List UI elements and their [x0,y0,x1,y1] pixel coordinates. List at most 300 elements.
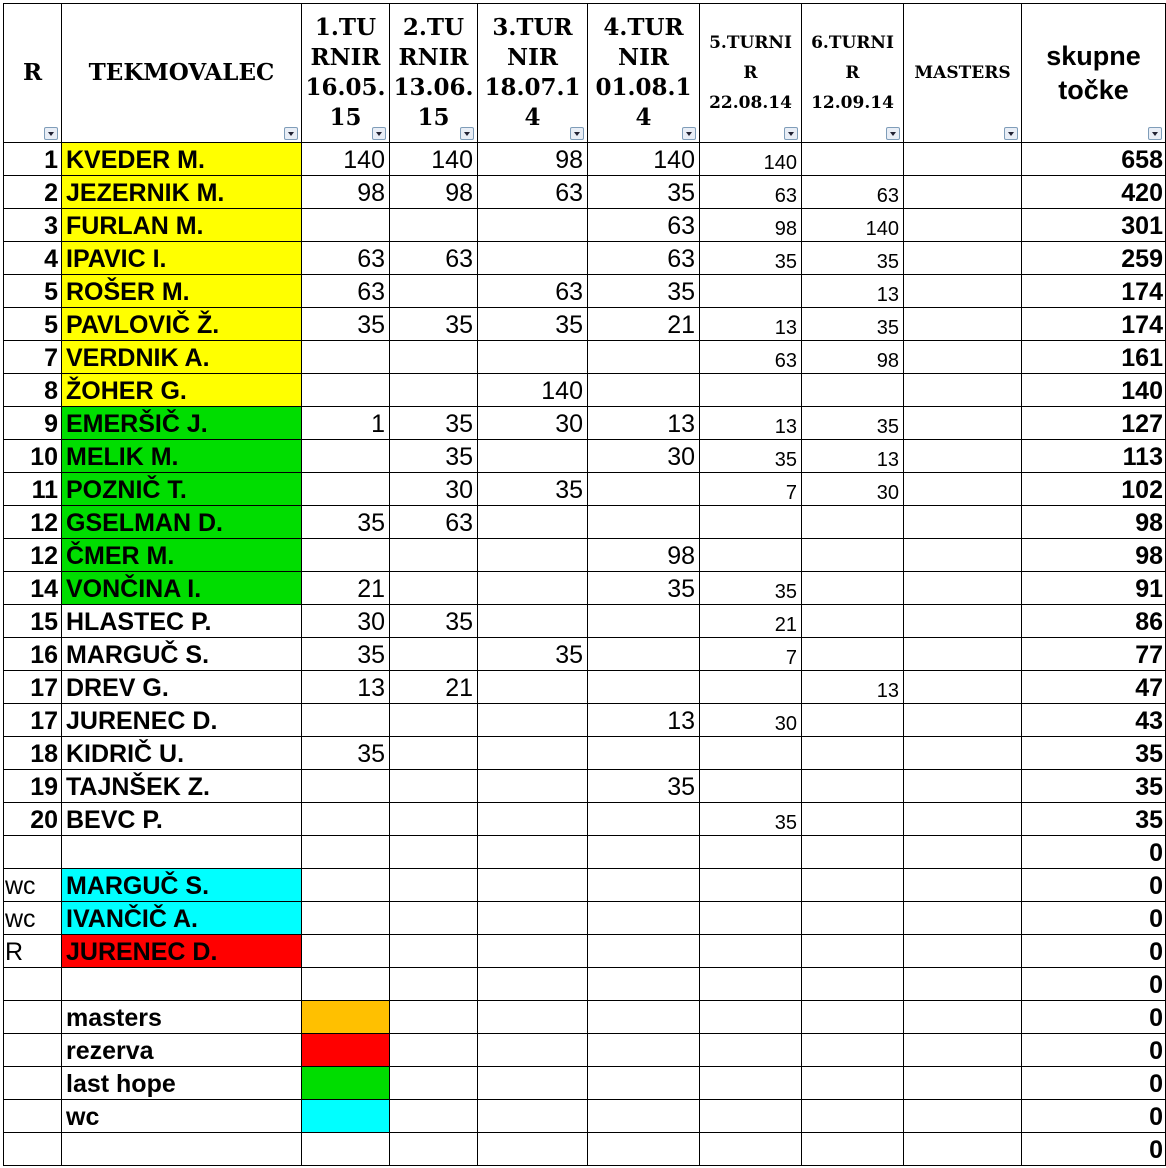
legend-swatch[interactable] [302,1133,390,1166]
empty-cell[interactable] [700,1133,802,1166]
tournament-5-cell[interactable] [700,671,802,704]
masters-cell[interactable] [904,935,1022,968]
tournament-2-cell[interactable] [390,275,478,308]
total-points-cell[interactable]: 127 [1022,407,1166,440]
tournament-6-cell[interactable] [802,605,904,638]
rank-cell[interactable]: 19 [4,770,62,803]
tournament-1-cell[interactable]: 35 [302,737,390,770]
tournament-2-cell[interactable]: 21 [390,671,478,704]
legend-swatch[interactable] [302,1100,390,1133]
total-points-cell[interactable]: 658 [1022,143,1166,176]
tournament-4-cell[interactable]: 140 [588,143,700,176]
legend-label[interactable]: last hope [62,1067,302,1100]
tournament-1-cell[interactable] [302,869,390,902]
tournament-2-cell[interactable] [390,803,478,836]
masters-cell[interactable] [904,209,1022,242]
legend-swatch[interactable] [302,1001,390,1034]
rank-cell[interactable]: 12 [4,506,62,539]
rank-cell[interactable]: 17 [4,671,62,704]
tournament-4-cell[interactable]: 30 [588,440,700,473]
rank-cell[interactable]: 17 [4,704,62,737]
tournament-5-cell[interactable]: 35 [700,440,802,473]
tournament-4-cell[interactable] [588,803,700,836]
tournament-2-cell[interactable]: 35 [390,308,478,341]
empty-cell[interactable] [802,1133,904,1166]
tournament-5-cell[interactable] [700,275,802,308]
rank-cell[interactable]: 7 [4,341,62,374]
tournament-3-cell[interactable]: 30 [478,407,588,440]
tournament-5-cell[interactable] [700,968,802,1001]
masters-cell[interactable] [904,176,1022,209]
tournament-1-cell[interactable]: 21 [302,572,390,605]
filter-dropdown-icon[interactable] [784,127,798,140]
tournament-1-cell[interactable]: 63 [302,275,390,308]
total-points-cell[interactable]: 86 [1022,605,1166,638]
tournament-3-cell[interactable] [478,440,588,473]
masters-cell[interactable] [904,308,1022,341]
tournament-6-cell[interactable] [802,935,904,968]
tournament-2-cell[interactable]: 98 [390,176,478,209]
legend-swatch[interactable] [302,1034,390,1067]
tournament-2-cell[interactable] [390,209,478,242]
tournament-2-cell[interactable] [390,935,478,968]
rank-cell[interactable] [4,1067,62,1100]
total-points-cell[interactable]: 0 [1022,1100,1166,1133]
tournament-2-cell[interactable]: 35 [390,440,478,473]
empty-cell[interactable] [700,1001,802,1034]
tournament-3-cell[interactable] [478,242,588,275]
tournament-6-cell[interactable]: 13 [802,275,904,308]
tournament-5-cell[interactable]: 13 [700,308,802,341]
total-points-cell[interactable]: 0 [1022,968,1166,1001]
tournament-6-cell[interactable]: 13 [802,440,904,473]
player-name-cell[interactable]: VERDNIK A. [62,341,302,374]
rank-cell[interactable]: 1 [4,143,62,176]
empty-cell[interactable] [700,1067,802,1100]
tournament-2-cell[interactable]: 140 [390,143,478,176]
total-points-cell[interactable]: 35 [1022,803,1166,836]
tournament-2-cell[interactable] [390,770,478,803]
masters-cell[interactable] [904,836,1022,869]
tournament-6-cell[interactable]: 35 [802,407,904,440]
filter-dropdown-icon[interactable] [460,127,474,140]
total-points-cell[interactable]: 301 [1022,209,1166,242]
tournament-5-cell[interactable] [700,902,802,935]
tournament-6-cell[interactable]: 35 [802,308,904,341]
tournament-4-cell[interactable] [588,935,700,968]
tournament-2-cell[interactable] [390,572,478,605]
tournament-2-cell[interactable] [390,902,478,935]
tournament-4-cell[interactable] [588,836,700,869]
empty-cell[interactable] [478,1067,588,1100]
masters-cell[interactable] [904,737,1022,770]
tournament-6-cell[interactable]: 13 [802,671,904,704]
filter-dropdown-icon[interactable] [886,127,900,140]
tournament-3-cell[interactable]: 63 [478,275,588,308]
total-points-cell[interactable]: 259 [1022,242,1166,275]
total-points-cell[interactable]: 35 [1022,770,1166,803]
empty-cell[interactable] [588,1067,700,1100]
tournament-4-cell[interactable]: 13 [588,704,700,737]
tournament-3-cell[interactable] [478,803,588,836]
tournament-2-cell[interactable]: 63 [390,242,478,275]
total-points-cell[interactable]: 174 [1022,275,1166,308]
tournament-4-cell[interactable]: 63 [588,209,700,242]
empty-cell[interactable] [802,1100,904,1133]
tournament-4-cell[interactable] [588,968,700,1001]
tournament-1-cell[interactable]: 35 [302,308,390,341]
tournament-2-cell[interactable] [390,374,478,407]
tournament-5-cell[interactable]: 13 [700,407,802,440]
tournament-1-cell[interactable] [302,473,390,506]
tournament-2-cell[interactable] [390,968,478,1001]
tournament-6-cell[interactable] [802,704,904,737]
total-points-cell[interactable]: 102 [1022,473,1166,506]
rank-cell[interactable]: 14 [4,572,62,605]
masters-cell[interactable] [904,770,1022,803]
tournament-6-cell[interactable] [802,770,904,803]
tournament-2-cell[interactable] [390,341,478,374]
tournament-3-cell[interactable] [478,341,588,374]
player-name-cell[interactable]: DREV G. [62,671,302,704]
empty-cell[interactable] [700,1034,802,1067]
masters-cell[interactable] [904,341,1022,374]
tournament-4-cell[interactable] [588,902,700,935]
tournament-2-cell[interactable] [390,704,478,737]
tournament-3-cell[interactable] [478,935,588,968]
player-name-cell[interactable] [62,836,302,869]
tournament-4-cell[interactable] [588,506,700,539]
filter-dropdown-icon[interactable] [372,127,386,140]
player-name-cell[interactable]: PAVLOVIČ Ž. [62,308,302,341]
tournament-1-cell[interactable] [302,374,390,407]
empty-cell[interactable] [904,1133,1022,1166]
total-points-cell[interactable]: 0 [1022,935,1166,968]
tournament-5-cell[interactable] [700,935,802,968]
tournament-1-cell[interactable] [302,803,390,836]
player-name-cell[interactable]: FURLAN M. [62,209,302,242]
empty-cell[interactable] [588,1034,700,1067]
total-points-cell[interactable]: 98 [1022,506,1166,539]
total-points-cell[interactable]: 0 [1022,1067,1166,1100]
tournament-2-cell[interactable]: 35 [390,605,478,638]
tournament-3-cell[interactable]: 35 [478,473,588,506]
masters-cell[interactable] [904,671,1022,704]
empty-cell[interactable] [904,1034,1022,1067]
tournament-1-cell[interactable]: 13 [302,671,390,704]
tournament-3-cell[interactable] [478,671,588,704]
tournament-4-cell[interactable] [588,374,700,407]
tournament-5-cell[interactable] [700,506,802,539]
tournament-6-cell[interactable]: 98 [802,341,904,374]
tournament-6-cell[interactable]: 63 [802,176,904,209]
legend-swatch[interactable] [302,1067,390,1100]
tournament-4-cell[interactable] [588,341,700,374]
total-points-cell[interactable]: 0 [1022,1001,1166,1034]
player-name-cell[interactable]: MARGUČ S. [62,869,302,902]
player-name-cell[interactable]: GSELMAN D. [62,506,302,539]
tournament-1-cell[interactable] [302,968,390,1001]
masters-cell[interactable] [904,539,1022,572]
masters-cell[interactable] [904,803,1022,836]
rank-cell[interactable]: 18 [4,737,62,770]
total-points-cell[interactable]: 113 [1022,440,1166,473]
filter-dropdown-icon[interactable] [1148,127,1162,140]
tournament-5-cell[interactable]: 35 [700,242,802,275]
total-points-cell[interactable]: 140 [1022,374,1166,407]
rank-cell[interactable]: 16 [4,638,62,671]
player-name-cell[interactable]: JEZERNIK M. [62,176,302,209]
player-name-cell[interactable]: IPAVIC I. [62,242,302,275]
filter-dropdown-icon[interactable] [44,127,58,140]
player-name-cell[interactable]: KVEDER M. [62,143,302,176]
tournament-2-cell[interactable] [390,869,478,902]
tournament-3-cell[interactable] [478,539,588,572]
tournament-6-cell[interactable] [802,506,904,539]
masters-cell[interactable] [904,902,1022,935]
total-points-cell[interactable]: 0 [1022,1034,1166,1067]
tournament-4-cell[interactable]: 21 [588,308,700,341]
tournament-5-cell[interactable] [700,869,802,902]
masters-cell[interactable] [904,143,1022,176]
tournament-5-cell[interactable]: 35 [700,803,802,836]
tournament-5-cell[interactable] [700,374,802,407]
tournament-5-cell[interactable]: 98 [700,209,802,242]
total-points-cell[interactable]: 47 [1022,671,1166,704]
rank-cell[interactable]: wc [4,902,62,935]
tournament-3-cell[interactable]: 35 [478,308,588,341]
player-name-cell[interactable]: EMERŠIČ J. [62,407,302,440]
total-points-cell[interactable]: 0 [1022,836,1166,869]
tournament-5-cell[interactable]: 7 [700,638,802,671]
rank-cell[interactable]: 15 [4,605,62,638]
filter-dropdown-icon[interactable] [570,127,584,140]
empty-cell[interactable] [478,1100,588,1133]
tournament-4-cell[interactable] [588,671,700,704]
tournament-4-cell[interactable] [588,869,700,902]
tournament-3-cell[interactable] [478,506,588,539]
tournament-1-cell[interactable]: 35 [302,638,390,671]
tournament-5-cell[interactable]: 63 [700,341,802,374]
total-points-cell[interactable]: 35 [1022,737,1166,770]
tournament-6-cell[interactable] [802,143,904,176]
tournament-5-cell[interactable]: 21 [700,605,802,638]
tournament-3-cell[interactable]: 98 [478,143,588,176]
tournament-5-cell[interactable]: 7 [700,473,802,506]
rank-cell[interactable]: 9 [4,407,62,440]
masters-cell[interactable] [904,275,1022,308]
tournament-5-cell[interactable] [700,770,802,803]
legend-label[interactable]: rezerva [62,1034,302,1067]
total-points-cell[interactable]: 91 [1022,572,1166,605]
tournament-6-cell[interactable]: 30 [802,473,904,506]
masters-cell[interactable] [904,869,1022,902]
tournament-6-cell[interactable]: 35 [802,242,904,275]
rank-cell[interactable]: 11 [4,473,62,506]
player-name-cell[interactable]: VONČINA I. [62,572,302,605]
total-points-cell[interactable]: 161 [1022,341,1166,374]
rank-cell[interactable] [4,1100,62,1133]
legend-label[interactable]: wc [62,1100,302,1133]
tournament-1-cell[interactable]: 1 [302,407,390,440]
masters-cell[interactable] [904,572,1022,605]
masters-cell[interactable] [904,473,1022,506]
masters-cell[interactable] [904,704,1022,737]
tournament-1-cell[interactable]: 140 [302,143,390,176]
tournament-2-cell[interactable] [390,737,478,770]
tournament-5-cell[interactable]: 35 [700,572,802,605]
tournament-2-cell[interactable]: 63 [390,506,478,539]
tournament-4-cell[interactable] [588,737,700,770]
tournament-3-cell[interactable] [478,968,588,1001]
player-name-cell[interactable]: JURENEC D. [62,935,302,968]
rank-cell[interactable] [4,1034,62,1067]
tournament-5-cell[interactable] [700,539,802,572]
empty-cell[interactable] [390,1034,478,1067]
player-name-cell[interactable] [62,968,302,1001]
tournament-4-cell[interactable]: 35 [588,572,700,605]
empty-cell[interactable] [588,1133,700,1166]
tournament-3-cell[interactable]: 63 [478,176,588,209]
tournament-2-cell[interactable] [390,539,478,572]
empty-cell[interactable] [390,1100,478,1133]
tournament-3-cell[interactable] [478,902,588,935]
tournament-2-cell[interactable]: 30 [390,473,478,506]
player-name-cell[interactable]: TAJNŠEK Z. [62,770,302,803]
tournament-3-cell[interactable] [478,209,588,242]
total-points-cell[interactable]: 98 [1022,539,1166,572]
tournament-3-cell[interactable] [478,869,588,902]
empty-cell[interactable] [588,1001,700,1034]
masters-cell[interactable] [904,638,1022,671]
tournament-1-cell[interactable]: 35 [302,506,390,539]
tournament-5-cell[interactable]: 30 [700,704,802,737]
tournament-4-cell[interactable]: 98 [588,539,700,572]
tournament-6-cell[interactable] [802,572,904,605]
tournament-4-cell[interactable] [588,605,700,638]
player-name-cell[interactable]: MARGUČ S. [62,638,302,671]
tournament-1-cell[interactable] [302,341,390,374]
empty-cell[interactable] [802,1034,904,1067]
tournament-1-cell[interactable] [302,770,390,803]
player-name-cell[interactable]: MELIK M. [62,440,302,473]
tournament-6-cell[interactable] [802,539,904,572]
empty-cell[interactable] [390,1067,478,1100]
rank-cell[interactable] [4,836,62,869]
tournament-5-cell[interactable]: 63 [700,176,802,209]
tournament-1-cell[interactable]: 98 [302,176,390,209]
rank-cell[interactable] [4,968,62,1001]
player-name-cell[interactable]: ČMER M. [62,539,302,572]
masters-cell[interactable] [904,506,1022,539]
rank-cell[interactable]: 20 [4,803,62,836]
rank-cell[interactable] [4,1133,62,1166]
filter-dropdown-icon[interactable] [1004,127,1018,140]
tournament-2-cell[interactable]: 35 [390,407,478,440]
rank-cell[interactable]: 5 [4,308,62,341]
empty-cell[interactable] [390,1001,478,1034]
rank-cell[interactable]: wc [4,869,62,902]
tournament-3-cell[interactable]: 35 [478,638,588,671]
rank-cell[interactable]: 10 [4,440,62,473]
total-points-cell[interactable]: 0 [1022,869,1166,902]
player-name-cell[interactable]: HLASTEC P. [62,605,302,638]
filter-dropdown-icon[interactable] [284,127,298,140]
tournament-5-cell[interactable] [700,737,802,770]
tournament-5-cell[interactable]: 140 [700,143,802,176]
tournament-3-cell[interactable]: 140 [478,374,588,407]
tournament-4-cell[interactable]: 35 [588,275,700,308]
empty-cell[interactable] [904,1001,1022,1034]
tournament-6-cell[interactable] [802,968,904,1001]
tournament-1-cell[interactable] [302,440,390,473]
rank-cell[interactable]: 2 [4,176,62,209]
rank-cell[interactable]: R [4,935,62,968]
rank-cell[interactable]: 3 [4,209,62,242]
empty-cell[interactable] [802,1067,904,1100]
tournament-4-cell[interactable] [588,638,700,671]
tournament-6-cell[interactable] [802,902,904,935]
player-name-cell[interactable]: ROŠER M. [62,275,302,308]
total-points-cell[interactable]: 0 [1022,1133,1166,1166]
total-points-cell[interactable]: 420 [1022,176,1166,209]
tournament-1-cell[interactable] [302,539,390,572]
tournament-6-cell[interactable] [802,737,904,770]
tournament-6-cell[interactable] [802,374,904,407]
tournament-3-cell[interactable] [478,836,588,869]
total-points-cell[interactable]: 0 [1022,902,1166,935]
tournament-1-cell[interactable] [302,902,390,935]
masters-cell[interactable] [904,374,1022,407]
masters-cell[interactable] [904,968,1022,1001]
legend-label[interactable] [62,1133,302,1166]
tournament-3-cell[interactable] [478,770,588,803]
tournament-1-cell[interactable] [302,209,390,242]
tournament-1-cell[interactable]: 63 [302,242,390,275]
empty-cell[interactable] [904,1100,1022,1133]
player-name-cell[interactable]: KIDRIČ U. [62,737,302,770]
total-points-cell[interactable]: 174 [1022,308,1166,341]
tournament-6-cell[interactable] [802,638,904,671]
tournament-1-cell[interactable] [302,836,390,869]
tournament-6-cell[interactable] [802,836,904,869]
player-name-cell[interactable]: JURENEC D. [62,704,302,737]
rank-cell[interactable]: 8 [4,374,62,407]
rank-cell[interactable] [4,1001,62,1034]
rank-cell[interactable]: 12 [4,539,62,572]
tournament-4-cell[interactable]: 35 [588,770,700,803]
tournament-2-cell[interactable] [390,638,478,671]
tournament-1-cell[interactable] [302,704,390,737]
player-name-cell[interactable]: BEVC P. [62,803,302,836]
rank-cell[interactable]: 5 [4,275,62,308]
masters-cell[interactable] [904,407,1022,440]
empty-cell[interactable] [802,1001,904,1034]
empty-cell[interactable] [478,1001,588,1034]
tournament-4-cell[interactable]: 63 [588,242,700,275]
masters-cell[interactable] [904,440,1022,473]
tournament-1-cell[interactable]: 30 [302,605,390,638]
rank-cell[interactable]: 4 [4,242,62,275]
tournament-1-cell[interactable] [302,935,390,968]
total-points-cell[interactable]: 43 [1022,704,1166,737]
empty-cell[interactable] [478,1034,588,1067]
tournament-4-cell[interactable]: 13 [588,407,700,440]
empty-cell[interactable] [390,1133,478,1166]
masters-cell[interactable] [904,605,1022,638]
tournament-4-cell[interactable] [588,473,700,506]
empty-cell[interactable] [700,1100,802,1133]
